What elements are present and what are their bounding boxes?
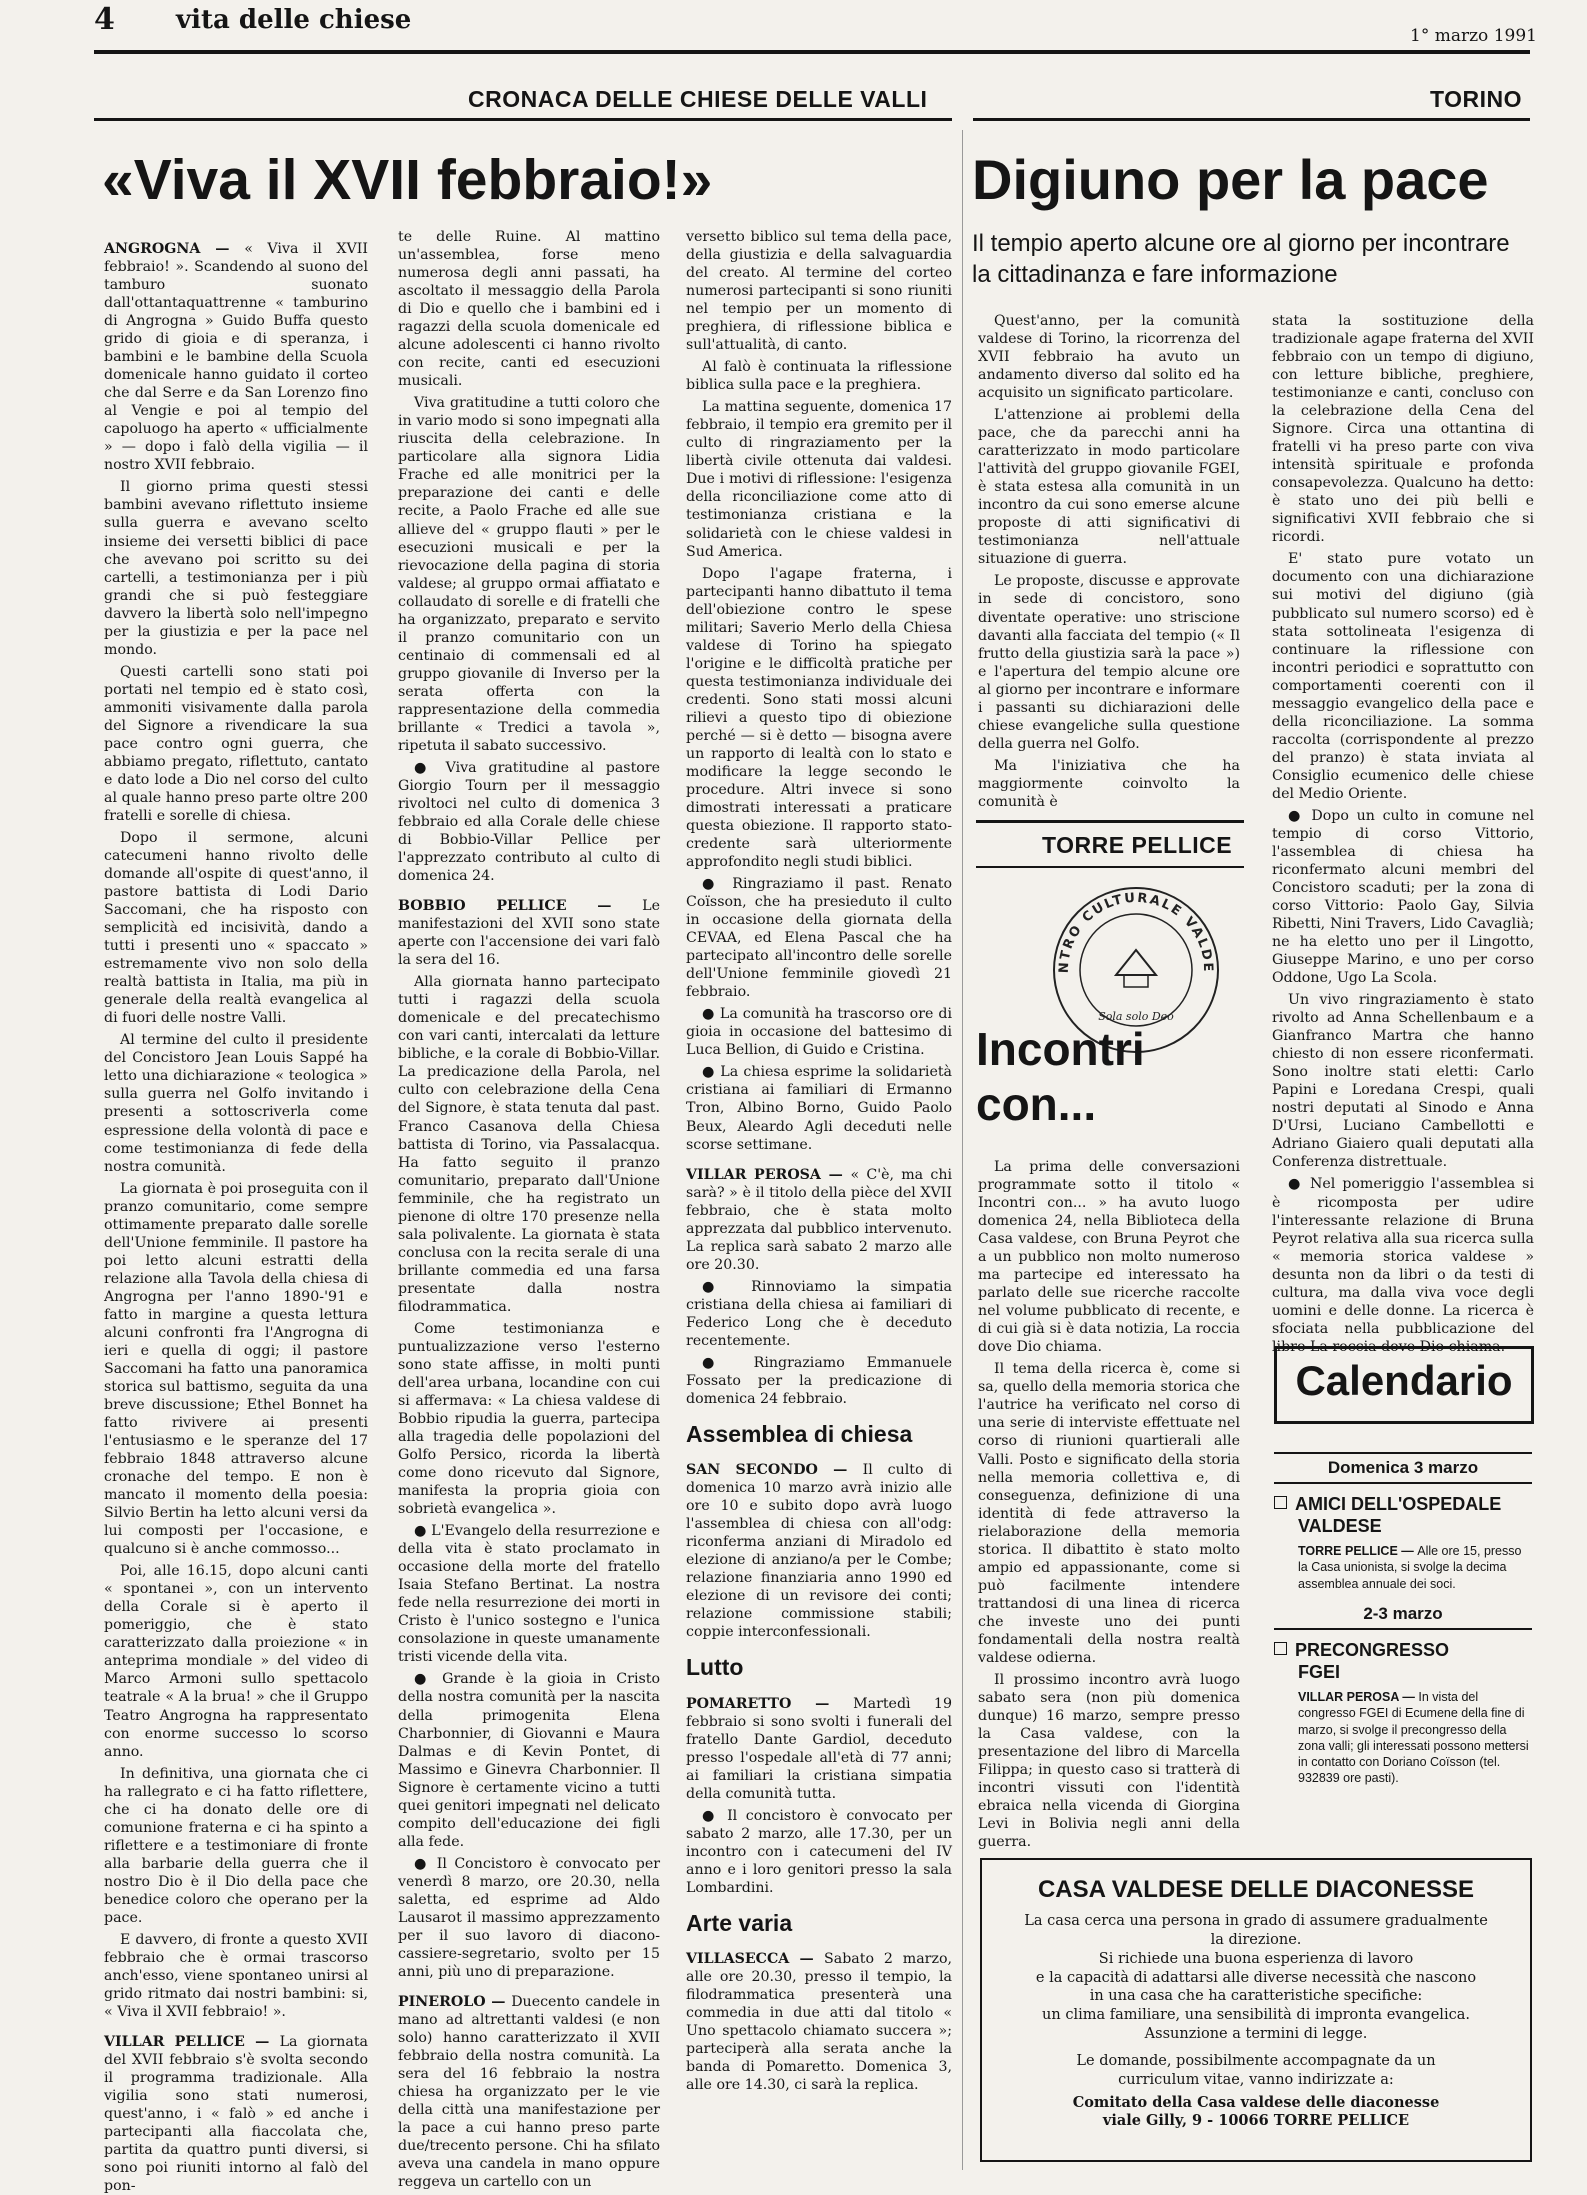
paragraph-text: La comunità ha trascorso ore di gioia in occasione del battesimo di Luca Bellion, di Guido e Cristina. [686, 1006, 953, 1059]
checkbox-square-icon [1274, 1642, 1287, 1655]
issue-date: 1° marzo 1991 [1410, 26, 1537, 46]
torre-rule-2 [976, 866, 1244, 868]
bullet-icon: ● [702, 1064, 721, 1081]
paragraph-text: Ma l'iniziativa che ha maggiormente coinvolto la comunità è [978, 757, 1240, 810]
paragraph [1272, 991, 1534, 1171]
column-divider [962, 130, 963, 2170]
place-name: PINEROLO — [398, 1993, 512, 2010]
paragraph-text: Grande è la gioia in Cristo della nostra comunità per la nascita della primogenita Elena Charbonnier, di Giovanni e Maura Dalmas e di Kevin Pontet, di Massimo e Ginevra Charbonnier. Il Signore è certamente vicino a tutti quei genitori impegnati nel delicato compito dell'educazione dei figli alla fede. [398, 1671, 661, 1850]
subhead: Arte varia [686, 1910, 793, 1937]
headline-incontri [976, 1022, 1145, 1132]
paragraph [398, 1993, 660, 2191]
bullet-icon: ● [414, 1671, 443, 1688]
right-article-column-2 [1272, 312, 1535, 1355]
paragraph [686, 358, 952, 394]
paragraph [978, 757, 1240, 811]
headline-incontri-line2: con... [976, 1078, 1097, 1131]
diaconesse-line: Le domande, possibilmente accompagnate da un [1076, 2052, 1436, 2069]
headline-digiuno: Digiuno per la pace [972, 148, 1489, 211]
place-name: ANGROGNA — [104, 241, 245, 257]
diaconesse-line: la direzione. [1210, 1931, 1302, 1948]
svg-text:CENTRO CULTURALE VALDESE [1046, 880, 1215, 974]
paragraph-text: te delle Ruine. Al mattino un'assemblea, forse meno numerosa degli anni passati, ha ascoltato il messaggio della Parola di Dio e quello che i bambini ed i ragazzi della scuola domenicale ed alcune adolescenti ci hanno rivolto con recite, canti ed esecuzioni musicali. [398, 229, 660, 390]
paragraph [686, 1695, 952, 1803]
paragraph [398, 973, 660, 1316]
calendario-date: Domenica 3 marzo [1274, 1458, 1532, 1484]
paragraph-text: La giornata del XVII febbraio s'è svolta secondo il programma tradizionale. Alla vigilia sono stati numerosi, quest'anno, i « falò » ed anche i partecipanti alla fiaccolata che, partita da quattro punti diversi, si sono poi riuniti intorno al falò del pon- [104, 2034, 368, 2195]
paragraph [686, 1461, 952, 1641]
paragraph-text: La chiesa esprime la solidarietà cristiana ai familiari di Ermanno Tron, Albino Borno, Guido Paolo Beux, Aleardo Agli deceduti nelle scorse settimane. [686, 1064, 953, 1153]
paragraph-text: L'attenzione ai problemi della pace, che da parecchi anni ha caratterizzato in modo particolare l'attività del gruppo giovanile FGEI, è stata estesa alla comunità in un incontro da cui sono emerse alcune proposte di atti significativi di testimonianza nell'attuale situazione di guerra. [978, 407, 1240, 568]
paragraph [686, 1807, 952, 1897]
paragraph-text: Il giorno prima questi stessi bambini avevano riflettuto insieme sulla guerra e avevano scelto insieme dei versetti biblici di pace che avevano poi scritto su dei cartelli, a testimonianza per i più grandi che si può festeggiare davvero la libertà solo nell'impegno per la giustizia e per la pace nel mondo. [104, 479, 368, 658]
paragraph-text: Alla giornata hanno partecipato tutti i ragazzi della scuola domenicale e del precatechismo con vari canti, intercalati da letture bibliche, e la corale di Bobbio-Villar. La predicazione della Parola, nel culto con celebrazione della Cena del Signore, è stata tenuta dal past. Franco Casanova della Chiesa battista di Torino, via Passalacqua. Ha fatto seguito il pranzo comunitario, preparato dall'Unione femminile, che ha registrato un pienone di oltre 170 presenze nella sala polivalente. La giornata è stata conclusa con la recita serale di una brillante commedia ed una farsa presentate dalla nostra filodrammatica. [398, 974, 660, 1315]
calendario-entry [1274, 1458, 1532, 1592]
paragraph [686, 1005, 952, 1059]
calendario-text: In vista del congresso FGEI di Ecumene della fine di marzo, si svolge il precongresso della zona valli; gli interessati possono mettersi in contatto con Doriano Coïsson (tel. 932839 ore pasti). [1298, 1690, 1529, 1786]
bullet-icon: ● [1288, 1176, 1310, 1193]
paragraph-text: Come testimonianza e puntualizzazione verso l'esterno sono state affisse, in molti punti dell'area urbana, locandine con cui si affermava: « La chiesa valdese di Bobbio ripudia la guerra, partecipa alla tragedia delle popolazioni del Golfo Persico, ricorda la libertà come dono ricevuto dal Signore, manifesta la propria gioia con sobrietà evangelica ». [398, 1320, 660, 1518]
paragraph-text: Questi cartelli sono stati poi portati nel tempio ed è stato così, ammoniti visivamente dalla parola del Signore a rivendicare la sua pace contro ogni guerra, che abbiamo pregato, riflettuto, cantato e dato lode a Dio nel corso del culto al quale hanno preso parte oltre 200 fratelli e sorelle di chiesa. [104, 663, 368, 824]
paragraph [104, 240, 368, 474]
paragraph [104, 829, 368, 1027]
diaconesse-line: un clima familiare, una sensibilità di impronta evangelica. [1042, 2007, 1470, 2024]
paragraph-text: Poi, alle 16.15, dopo alcuni canti « spontanei », con un intervento della Corale si è aperto il pomeriggio, che è stato caratterizzato dalla proiezione « in anteprima mondiale » del video di Marco Armoni sullo spettacolo teatrale « A la brua! » che il Gruppo Teatro Angrogna ha rappresentato con enorme successo lo scorso anno. [104, 1563, 368, 1760]
kicker-torino: TORINO [1430, 86, 1523, 112]
diaconesse-body [982, 1912, 1530, 2090]
paragraph-text: La mattina seguente, domenica 17 febbraio, il tempio era gremito per il culto di ringraziamento per la libertà civile ottenuta dai valdesi. Due i motivi di riflessione: l'esigenza della riconciliazione come atto di testimonianza cristiana e la solidarietà con le chiese valdesi in Sud America. [686, 399, 952, 560]
right-article-column-1 [978, 312, 1240, 832]
paragraph [398, 1320, 660, 1518]
diaconesse-line: e la capacità di adattarsi alle diverse necessità che nascono [1035, 1969, 1477, 1986]
paragraph [104, 478, 368, 658]
calendario-item-body [1298, 1543, 1532, 1592]
paragraph [1272, 1175, 1534, 1355]
diaconesse-line: in una casa che ha caratteristiche specifiche: [1089, 1988, 1423, 2005]
deck-digiuno: Il tempio aperto alcune ore al giorno per incontrare la cittadinanza e fare informazione [972, 230, 1510, 289]
calendario-box [1274, 1346, 1534, 1424]
paragraph [398, 394, 660, 755]
paragraph [398, 1522, 660, 1666]
paragraph [398, 1855, 660, 1981]
subhead: Lutto [686, 1654, 744, 1681]
torre-rule [976, 820, 1244, 823]
paragraph [104, 1180, 368, 1559]
paragraph [1272, 550, 1534, 802]
place-name: POMARETTO — [686, 1695, 854, 1712]
kicker-rule-right [973, 118, 1530, 121]
paragraph-text: Un vivo ringraziamento è stato rivolto ad Anna Schellenbaum e a Gianfranco Martra che hanno chiesto di non essere riconfermati. Sono inoltre stati eletti: Carlo Papini e Loredana Crespi, quali nostri deputati al Sinodo e Anna D'Ursi, Luciano Cambellotti e Adriano Giaiero quali deputati alla Conferenza distrettuale. [1272, 992, 1534, 1171]
place-name: SAN SECONDO — [686, 1462, 863, 1479]
paragraph-text: La giornata è poi proseguita con il pranzo comunitario, come sempre ottimamente preparato dalle sorelle dell'Unione femminile. Il pastore ha poi letto alcuni estratti della relazione alla Tavola della chiesa di Angrogna per l'anno 1890-'91 e fatto in margine a questa lettura alcuni confronti fra l'Angrogna di ieri e quella di oggi; il pastore Saccomani ha fatto una panoramica storica sul battismo, seguita da una breve discussione; Ethel Bonnet ha fatto rivivere ai presenti l'entusiasmo e le speranze del 17 febbraio 1848 attraverso alcune cronache del tempo. E non è mancato il momento della poesia: Silvio Bertin ha letto alcuni versi da lui composti per l'occasione, e qualcuno si è anche commosso... [104, 1180, 368, 1558]
bullet-icon: ● [702, 1006, 720, 1023]
left-article-column-1 [104, 228, 368, 2195]
diaconesse-title: CASA VALDESE DELLE DIACONESSE [1037, 1876, 1475, 1903]
masthead-rule [94, 50, 1530, 54]
paragraph-text: Viva gratitudine al pastore Giorgio Tourn per il messaggio rivoltoci nel culto di domenica 3 febbraio ed alla Corale delle chiese di Bobbio-Villar Pellice per l'apprezzato contributo al culto di domenica 24. [398, 759, 661, 885]
calendario-text: Alle ore 15, presso la Casa unionista, si svolge la decima assemblea annuale dei soci. [1298, 1544, 1522, 1591]
paragraph-text: Le proposte, discusse e approvate in sede di concistoro, sono diventate operative: uno striscione davanti alla facciata del tempio (« Il frutto della giustizia sarà la pace ») e l'apertura del tempio alcune ore al giorno per incontrare e informare i passanti su dichiarazioni delle chiese evangeliche sulla questione della guerra nel Golfo. [978, 573, 1240, 752]
calendario-item-title-line1: PRECONGRESSO [1295, 1639, 1450, 1660]
bullet-icon: ● [1288, 807, 1312, 824]
paragraph [104, 1931, 368, 2021]
paragraph [978, 572, 1240, 752]
left-article-column-3 [686, 228, 952, 2168]
place-name: BOBBIO PELLICE — [398, 898, 643, 915]
paragraph-text: stata la sostituzione della tradizionale agape fraterna del XVII febbraio con un tempo di digiuno, con letture bibliche, preghiere, testimonianze e canti, concluso con la celebrazione della Cena del Signore. Circa una ottantina di fratelli vi ha preso parte con viva intensità spirituale e profonda consapevolezza. Qualcuno ha detto: è stato uno dei più belli e significativi XVII febbraio che si ricordi. [1272, 313, 1534, 546]
page-number: 4 [94, 2, 115, 37]
paragraph: La prima delle conversazioni programmate sotto il titolo « Incontri con... » ha avuto luogo domenica 24, nella Biblioteca della Casa valdese, con Bruna Peyrot che a un pubblico non molto numeroso ma partecipe ed interessato ha parlato delle sue ricerche raccolte nel volume pubblicato di recente, e di cui già si è data notizia, La roccia dove Dio chiama. [978, 1159, 1240, 1356]
calendario-item-title-line1: AMICI DELL'OSPEDALE [1295, 1494, 1502, 1514]
stamp-motto: Sola solo Deo [1098, 1010, 1174, 1023]
paragraph [398, 228, 660, 390]
calendario-list [1274, 1458, 1532, 1799]
bullet-icon: ● [702, 876, 733, 893]
paragraph [104, 1765, 368, 1927]
stamp-text: NTRO CULTURALE VALDE [1056, 890, 1216, 974]
paragraph [686, 1278, 952, 1350]
paragraph-text: versetto biblico sul tema della pace, della giustizia e della salvaguardia del creato. Al termine del corteo numerosi partecipanti si sono riuniti nel tempio per un momento di preghiera, di riflessione biblica e sull'attualità, di canto. [686, 229, 952, 354]
paragraph [398, 1670, 660, 1850]
kicker-torre-pellice: TORRE PELLICE [1042, 832, 1233, 858]
paragraph [686, 1063, 952, 1153]
diaconesse-address-line1: Comitato della Casa valdese delle diaconesse [1072, 2093, 1440, 2111]
diaconesse-address-line2: viale Gilly, 9 - 10066 TORRE PELLICE [1102, 2112, 1410, 2130]
diaconesse-line: Assunzione a termini di legge. [1144, 2026, 1368, 2043]
section-title: vita delle chiese [176, 5, 412, 35]
diaconesse-line: Si richiede una buona esperienza di lavoro [1098, 1950, 1414, 1967]
calendario-item-title-line2: VALDESE [1298, 1515, 1382, 1536]
paragraph-text: Sabato 2 marzo, alle ore 20.30, presso il tempio, la filodrammatica presenterà una commedia in due atti dal titolo « Uno spettacolo chiamato succera »; parteciperà alla serata anche la banda di Pomaretto. Domenica 3, alle ore 14.30, ci sarà la replica. [686, 1951, 952, 2094]
paragraph-text: L'Evangelo della resurrezione e della vita è stato proclamato in occasione della morte del fratello Isaia Stefano Bertinat. La nostra fede nella resurrezione dei morti in Cristo è l'unico sostegno e l'unica consolazione in queste umanamente tristi vicende della vita. [398, 1523, 661, 1666]
paragraph-text: Rinnoviamo la simpatia cristiana della chiesa ai familiari di Federico Long che è deceduto recentemente. [686, 1278, 952, 1349]
kicker-rule-left [94, 118, 952, 121]
paragraph-text: In definitiva, una giornata che ci ha rallegrato e ci ha fatto riflettere, che ci ha donato delle ore di comunione fraterna e ci ha spinto a riflettere e a testimoniare di fronte alla barbarie della guerra che il nostro Dio è il Dio della pace che benedice coloro che operano per la pace. [104, 1765, 368, 1926]
paragraph: Il tema della ricerca è, come si sa, quello della memoria storica che l'autrice ha verificato nel corso di una serie di interviste effettuate nel corso di riunioni quartierali alle Valli. Posto e significato della storia nella memoria collettiva e, di conseguenza, definizione di una identità di fede attraverso la rielaborazione della memoria storica. Il dibattito è stato molto ampio ed appassionante, come si può facilmente intendere trattandosi di una linea di ricerca che investe uno dei punti fondamentali della nostra realtà valdese odierna. [978, 1361, 1240, 1666]
paragraph [686, 228, 952, 354]
paragraph [686, 875, 952, 1001]
paragraph-text: Le manifestazioni del XVII sono state aperte con l'accensione dei vari falò la sera del 16. [398, 898, 660, 969]
paragraph: Il prossimo incontro avrà luogo sabato sera (non più domenica dunque) 16 marzo, sempre presso la Casa valdese, con la presentazione del libro di Marcella Filippa; in questo caso si tratterà di incontri vissuti con l'identità ebraica nella vicenda di Giorgina Levi in Bolivia negli anni della guerra. [978, 1671, 1240, 1851]
place-name: VILLAR PELLICE — [104, 2034, 280, 2051]
diaconesse-line: curriculum vitae, vanno indirizzate a: [1118, 2071, 1394, 2088]
bullet-icon: ● [414, 1523, 432, 1540]
paragraph-text: Dopo un culto in comune nel tempio di corso Vittorio, l'assemblea di chiesa ha riconfermato alcuni membri del Concistoro scaduti; per la zona di corso Vittorio: Paolo Gay, Silvia Ribetti, Nini Travers, Lido Cavaglià; ne ha eletto uno per il Lingotto, Giuseppe Marino, e uno per corso Oddone, Ugo La Scola. [1272, 807, 1534, 987]
calendario-place: TORRE PELLICE — [1298, 1544, 1418, 1559]
paragraph-text: Il culto di domenica 10 marzo avrà inizio alle ore 10 e subito dopo avrà luogo l'assemblea di chiesa con all'odg: riconferma anziani di Miradolo ed elezione di anziano/a per le Combe; relazione finanziaria anno 1990 ed elezione di un revisore dei conti; relazione commissione stabili; coppie interconfessionali. [686, 1462, 952, 1641]
paragraph-text: « Viva il XVII febbraio! ». Scandendo al suono del tamburo suonato dall'ottantaquattrenne « tamburino di Angrogna » Guido Buffa questo grido di gioia e di speranza, i bambini e le bambine della Scuola domenicale hanno guidato il corteo che dal Serre e da San Lorenzo fino al Vengie e poi al tempio del capoluogo ha aperto « ufficialmente » — dopo i falò della vigilia — il nostro XVII febbraio. [104, 241, 368, 474]
paragraph-text: Dopo il sermone, alcuni catecumeni hanno rivolto delle domande all'ospite di quest'anno, il pastore battista di Lodi Dario Saccomani, che ha risposto con semplicità ed incisività, dando a tutti i presenti uno « spaccato » estremamente vivo non solo della realtà battista in Italia, ma più in generale della realtà evangelica al di fuori delle nostre Valli. [104, 830, 368, 1027]
paragraph-text: Il Concistoro è convocato per venerdì 8 marzo, ore 20.30, nella saletta, ed esprime ad Aldo Lausarot il massimo apprezzamento per il suo lavoro di diacono-cassiere-segretario, svolto per 15 anni, più uno di preparazione. [398, 1855, 660, 1980]
paragraph [104, 1031, 368, 1175]
paragraph-text: E davvero, di fronte a questo XVII febbraio che è ormai trascorso anch'esso, viene spontaneo unirsi al grido ritmato dai nostri bambini: si, « Viva il XVII febbraio! ». [104, 1931, 368, 2020]
calendario-place: VILLAR PEROSA — [1298, 1690, 1419, 1705]
paragraph [686, 1166, 952, 1274]
diaconesse-box [980, 1858, 1532, 2162]
paragraph-text: Ringraziamo il past. Renato Coïsson, che ha presieduto il culto in occasione della giornata della CEVAA, ed Elena Pascal che ha partecipato all'incontro delle sorelle dell'Unione femminile giovedì 21 febbraio. [686, 876, 953, 1001]
torre-article [978, 1158, 1240, 1851]
calendario-item-body [1298, 1689, 1532, 1787]
place-name: VILLASECCA — [686, 1951, 825, 1968]
left-article-column-2 [398, 228, 661, 2191]
kicker-valli: CRONACA DELLE CHIESE DELLE VALLI [468, 86, 928, 112]
calendario-title: Calendario [1295, 1357, 1513, 1404]
bullet-icon: ● [702, 1354, 754, 1371]
paragraph-text: Quest'anno, per la comunità valdese di Torino, la ricorrenza del XVII febbraio ha avuto un andamento diverso dal solito ed ha acquisito un significato particolare. [978, 313, 1240, 402]
paragraph [1272, 312, 1534, 546]
calendario-item-title-line2: FGEI [1298, 1661, 1341, 1682]
bullet-icon: ● [414, 1855, 437, 1872]
calendario-item-title [1274, 1494, 1532, 1537]
paragraph-text: Al termine del culto il presidente del Concistoro Jean Louis Sappé ha letto una dichiarazione « teologica » sulla guerra nel Golfo invitando i presenti a sottoscriverla come espressione della volontà di pace e come testimonianza di fede della nostra comunità. [104, 1032, 368, 1175]
checkbox-square-icon [1274, 1496, 1287, 1509]
paragraph [686, 398, 952, 560]
paragraph [978, 312, 1240, 402]
paragraph-text: Viva gratitudine a tutti coloro che in vario modo si sono impegnati alla riuscita della celebrazione. In particolare alla signora Lidia Frache ed alle monitrici per la preparazione dei canti e delle recite, a Paolo Frache ed alle sue allieve del « gruppo flauti » per le esecuzioni musicali e per la rievocazione della pagina di storia valdese; al gruppo ormai affiatato e collaudato di sorelle e di fratelli che ha organizzato, preparato e servito il pranzo comunitario con un centinaio di commensali ed al gruppo giovanile di Inverso per la serata offerta con la rappresentazione della commedia brillante « Tredici a tavola », ripetuta il sabato successivo. [398, 395, 660, 754]
paragraph-text: Ringraziamo Emmanuele Fossato per la predicazione di domenica 24 febbraio. [686, 1354, 952, 1407]
bullet-icon: ● [702, 1278, 752, 1295]
bullet-icon: ● [702, 1807, 728, 1824]
paragraph-text: E' stato pure votato un documento con una dichiarazione sui motivi del digiuno (già pubblicato sul numero scorso) ed è stata sottolineata l'esigenza di continuare la riflessione con incontri periodici e soprattutto con comportamenti coerenti con il messaggio evangelico della pace e della riconciliazione. La somma raccolta (corrispondente al prezzo del pranzo) è stata inviata al Consiglio ecumenico delle chiese del Medio Oriente. [1272, 551, 1534, 802]
paragraph [978, 406, 1240, 568]
paragraph-text: Dopo l'agape fraterna, i partecipanti hanno dibattuto il tema dell'obiezione contro le spese militari; Saverio Merlo della Chiesa valdese di Torino ha spiegato l'origine e le difficoltà pratiche per questa testimonianza individuale dei credenti. Sono stati mossi alcuni rilievi a questo tipo di obiezione perché — si è detto — bisogna avere un rapporto di lealtà con lo stato e modificare la legge secondo le procedure. Altri invece si sono dimostrati interessati a praticare questa obiezione. Il rapporto stato-credente sarà ulteriormente approfondito negli studi biblici. [686, 565, 952, 871]
paragraph [398, 759, 660, 885]
subhead: Assemblea di chiesa [686, 1420, 913, 1447]
calendario-rule [1274, 1452, 1532, 1454]
diaconesse-line: La casa cerca una persona in grado di assumere gradualmente [1024, 1913, 1488, 1929]
paragraph [686, 1354, 952, 1408]
paragraph-text: Il concistoro è convocato per sabato 2 marzo, alle 17.30, per un incontro con i catecumeni del IV anno e i loro genitori presso la sala Lombardini. [686, 1807, 953, 1896]
calendario-date: 2-3 marzo [1274, 1604, 1532, 1630]
paragraph [1272, 807, 1534, 987]
calendario-entry [1274, 1604, 1532, 1787]
paragraph-text: Nel pomeriggio l'assemblea si è ricomposta per udire l'interessante relazione di Bruna Peyrot relativa alla sua ricerca sulla « memoria storica valdese » desunta non da libri o da testi di cultura, ma dalla viva voce degli uomini e delle donne. La ricerca è sfociata nella pubblicazione del libro La roccia dove Dio chiama. [1272, 1176, 1535, 1355]
paragraph-text: Duecento candele in mano ad altrettanti valdesi (e non solo) hanno caratterizzato il XVII febbraio della nostra comunità. La sera del 16 febbraio la nostra chiesa ha organizzato per le vie della città una manifestazione per la pace a cui hanno preso parte due/trecento persone. Chi ha sfilato aveva una candela in mano oppure reggeva un cartello con un [398, 1993, 661, 2191]
diaconesse-address [982, 2094, 1530, 2132]
paragraph [686, 565, 952, 872]
headline-viva: «Viva il XVII febbraio!» [102, 148, 713, 212]
paragraph-text: Martedì 19 febbraio si sono svolti i funerali del fratello Dante Gardiol, deceduto presso l'ospedale all'età di 77 anni; ai familiari la cristiana simpatia della comunità tutta. [686, 1695, 952, 1802]
paragraph [686, 1950, 952, 2094]
paragraph-text: « C'è, ma chi sarà? » è il titolo della pièce del XVII febbraio, che è stata molto apprezzata dal pubblico intervenuto. La replica sarà sabato 2 marzo alle ore 20.30. [686, 1166, 952, 1273]
paragraph [104, 663, 368, 825]
paragraph [104, 1562, 368, 1760]
paragraph [398, 897, 660, 969]
bullet-icon: ● [414, 759, 446, 776]
calendario-item-title [1274, 1640, 1532, 1683]
headline-incontri-line1: Incontri [976, 1023, 1145, 1075]
paragraph-text: Al falò è continuata la riflessione biblica sulla pace e la preghiera. [686, 359, 952, 394]
paragraph [104, 2033, 368, 2195]
place-name: VILLAR PEROSA — [686, 1166, 851, 1183]
